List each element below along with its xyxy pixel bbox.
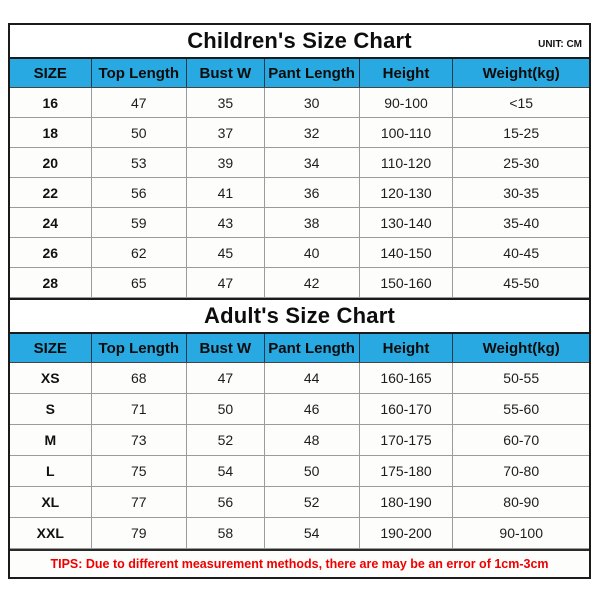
adult-size-section (10, 298, 589, 549)
table-cell: 44 (264, 363, 359, 394)
table-cell: 52 (187, 425, 265, 456)
table-row (10, 268, 589, 298)
children-table-body (10, 88, 589, 298)
column-header: Weight(kg) (453, 59, 589, 88)
table-cell: 30 (264, 88, 359, 118)
table-cell: XS (10, 363, 91, 394)
table-cell: 47 (187, 268, 265, 298)
table-cell: 16 (10, 88, 91, 118)
table-cell: 54 (264, 518, 359, 549)
table-cell: M (10, 425, 91, 456)
table-cell: 75 (91, 456, 187, 487)
table-cell: 160-165 (359, 363, 453, 394)
adult-titlebar (10, 300, 589, 334)
adult-title: Adult's Size Chart (204, 303, 395, 328)
children-size-table (10, 59, 589, 298)
table-cell: 160-170 (359, 394, 453, 425)
table-cell: L (10, 456, 91, 487)
table-cell: 140-150 (359, 238, 453, 268)
column-header: Bust W (187, 59, 265, 88)
table-row (10, 518, 589, 549)
table-cell: 45-50 (453, 268, 589, 298)
table-cell: 46 (264, 394, 359, 425)
table-row (10, 363, 589, 394)
table-cell: <15 (453, 88, 589, 118)
tips-note: TIPS: Due to different measurement methods, there are may be an error of 1cm-3cm (10, 549, 589, 577)
table-row (10, 178, 589, 208)
column-header: Pant Length (264, 59, 359, 88)
table-cell: 80-90 (453, 487, 589, 518)
table-cell: 59 (91, 208, 187, 238)
table-cell: 120-130 (359, 178, 453, 208)
table-cell: 90-100 (359, 88, 453, 118)
column-header: Top Length (91, 59, 187, 88)
table-cell: 55-60 (453, 394, 589, 425)
table-cell: 22 (10, 178, 91, 208)
table-cell: 25-30 (453, 148, 589, 178)
table-cell: 60-70 (453, 425, 589, 456)
table-cell: 50 (264, 456, 359, 487)
table-cell: 37 (187, 118, 265, 148)
table-cell: 47 (187, 363, 265, 394)
table-cell: 52 (264, 487, 359, 518)
table-cell: 62 (91, 238, 187, 268)
table-cell: 73 (91, 425, 187, 456)
table-cell: 47 (91, 88, 187, 118)
column-header: Weight(kg) (453, 334, 589, 363)
column-header: SIZE (10, 59, 91, 88)
table-cell: 190-200 (359, 518, 453, 549)
column-header: Top Length (91, 334, 187, 363)
table-cell: 36 (264, 178, 359, 208)
table-cell: 41 (187, 178, 265, 208)
table-cell: 38 (264, 208, 359, 238)
adult-header-row (10, 334, 589, 363)
table-cell: 26 (10, 238, 91, 268)
table-cell: 68 (91, 363, 187, 394)
size-chart-sheet (8, 23, 591, 579)
table-cell: 40 (264, 238, 359, 268)
adult-table-body (10, 363, 589, 549)
table-cell: 32 (264, 118, 359, 148)
table-cell: 170-175 (359, 425, 453, 456)
children-size-section (10, 25, 589, 298)
table-cell: 18 (10, 118, 91, 148)
adult-size-table (10, 334, 589, 549)
table-cell: 30-35 (453, 178, 589, 208)
table-cell: 48 (264, 425, 359, 456)
table-cell: 180-190 (359, 487, 453, 518)
table-cell: 28 (10, 268, 91, 298)
table-cell: 50-55 (453, 363, 589, 394)
children-title: Children's Size Chart (187, 28, 412, 53)
column-header: Pant Length (264, 334, 359, 363)
table-cell: 54 (187, 456, 265, 487)
table-cell: 35 (187, 88, 265, 118)
table-cell: 130-140 (359, 208, 453, 238)
column-header: Bust W (187, 334, 265, 363)
table-cell: 175-180 (359, 456, 453, 487)
table-row (10, 118, 589, 148)
children-titlebar (10, 25, 589, 59)
table-cell: 90-100 (453, 518, 589, 549)
table-row (10, 148, 589, 178)
table-cell: 43 (187, 208, 265, 238)
table-cell: 53 (91, 148, 187, 178)
table-cell: 56 (91, 178, 187, 208)
table-cell: 50 (187, 394, 265, 425)
children-header-row (10, 59, 589, 88)
table-cell: 100-110 (359, 118, 453, 148)
table-cell: 58 (187, 518, 265, 549)
table-cell: 56 (187, 487, 265, 518)
table-cell: 65 (91, 268, 187, 298)
table-cell: 34 (264, 148, 359, 178)
table-cell: 20 (10, 148, 91, 178)
table-cell: 70-80 (453, 456, 589, 487)
table-cell: 110-120 (359, 148, 453, 178)
table-cell: 39 (187, 148, 265, 178)
unit-label: UNIT: CM (538, 39, 582, 50)
table-cell: 24 (10, 208, 91, 238)
table-cell: XXL (10, 518, 91, 549)
table-row (10, 238, 589, 268)
table-cell: 15-25 (453, 118, 589, 148)
table-cell: 79 (91, 518, 187, 549)
column-header: Height (359, 334, 453, 363)
table-cell: 35-40 (453, 208, 589, 238)
table-cell: 42 (264, 268, 359, 298)
table-cell: 150-160 (359, 268, 453, 298)
table-cell: 45 (187, 238, 265, 268)
table-cell: S (10, 394, 91, 425)
table-row (10, 425, 589, 456)
table-cell: 40-45 (453, 238, 589, 268)
table-row (10, 394, 589, 425)
table-row (10, 456, 589, 487)
column-header: SIZE (10, 334, 91, 363)
table-row (10, 208, 589, 238)
column-header: Height (359, 59, 453, 88)
table-row (10, 487, 589, 518)
table-row (10, 88, 589, 118)
table-cell: 77 (91, 487, 187, 518)
table-cell: 71 (91, 394, 187, 425)
table-cell: XL (10, 487, 91, 518)
table-cell: 50 (91, 118, 187, 148)
